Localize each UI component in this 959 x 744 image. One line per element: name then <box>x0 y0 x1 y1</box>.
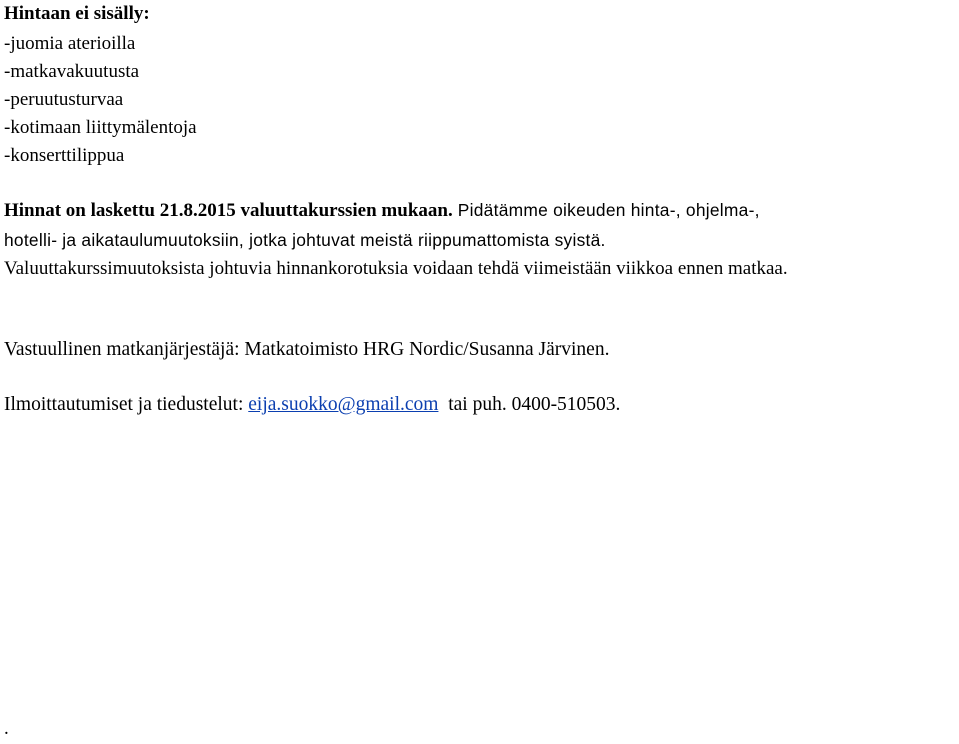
pricing-date-statement: Hinnat on laskettu 21.8.2015 valuuttakurssien mukaan. <box>4 200 453 221</box>
list-item: -juomia aterioilla <box>4 33 136 54</box>
pricing-terms-paragraph <box>4 196 954 284</box>
list-item: -kotimaan liittymälentoja <box>4 117 197 138</box>
exclusions-list <box>4 30 197 170</box>
email-link[interactable]: eija.suokko@gmail.com <box>248 394 439 415</box>
list-item: -matkavakuutusta <box>4 61 140 82</box>
list-item: -konserttilippua <box>4 145 125 166</box>
list-item: -peruutusturvaa <box>4 89 124 110</box>
contact-label: Ilmoittautumiset ja tiedustelut: <box>4 394 249 415</box>
tour-organizer: Vastuullinen matkanjärjestäjä: Matkatoimisto HRG Nordic/Susanna Järvinen. <box>4 339 610 360</box>
exclusions-heading: Hintaan ei sisälly: <box>4 3 150 24</box>
contact-line <box>4 393 620 417</box>
change-reservation-lead: Pidätämme oikeuden hinta-, ohjelma-, <box>452 200 760 220</box>
footer-dot: . <box>4 718 9 739</box>
change-reservation-text: hotelli- ja aikataulumuutoksiin, jotka johtuvat meistä riippumattomista syistä. <box>4 229 606 250</box>
currency-change-note: Valuuttakurssimuutoksista johtuvia hinnankorotuksia voidaan tehdä viimeistään viikkoa ennen matkaa. <box>4 258 788 279</box>
phone-text: tai puh. 0400-510503. <box>438 394 621 415</box>
